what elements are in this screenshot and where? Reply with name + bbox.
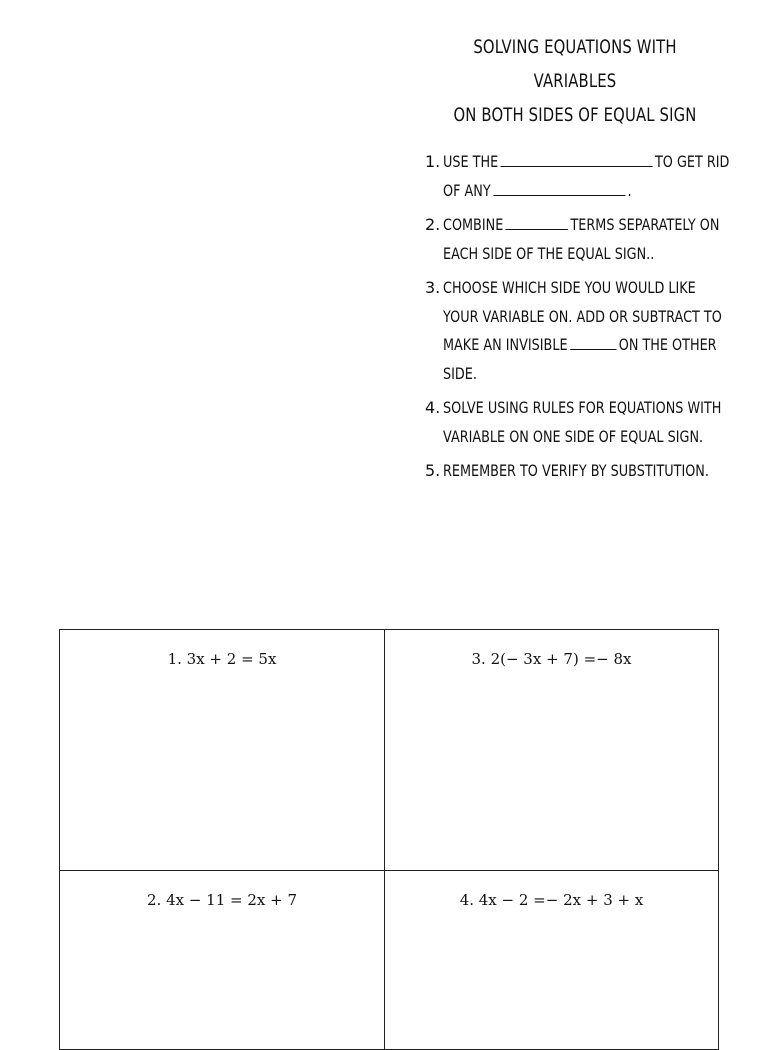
step-text: TO GET RID OF ANY	[443, 152, 730, 200]
page-title	[453, 30, 696, 132]
fill-in-blank[interactable]	[493, 179, 625, 196]
step-5	[419, 457, 731, 486]
step-1	[419, 148, 731, 205]
notes-panel	[419, 30, 731, 492]
title-line-2: ON BOTH SIDES OF EQUAL SIGN	[453, 104, 697, 126]
equation-label: 4. 4x − 2 =− 2x + 3 + x	[459, 891, 644, 909]
equation-label: 1. 3x + 2 = 5x	[167, 650, 277, 668]
equation-label: 3. 2(− 3x + 7) =− 8x	[471, 650, 632, 668]
step-3	[419, 274, 731, 388]
fill-in-blank[interactable]	[570, 333, 616, 350]
steps-list	[419, 148, 731, 486]
problem-grid	[59, 629, 719, 1050]
problem-cell-4[interactable]	[385, 871, 719, 1050]
step-number: 1.	[425, 152, 441, 171]
step-number: 2.	[425, 215, 441, 234]
step-text: .	[627, 180, 632, 200]
problem-cell-3[interactable]	[385, 630, 719, 871]
fill-in-blank[interactable]	[501, 150, 653, 167]
title-line-1: SOLVING EQUATIONS WITH VARIABLES	[473, 36, 677, 92]
step-number: 5.	[425, 461, 441, 480]
step-text: REMEMBER TO VERIFY BY SUBSTITUTION.	[443, 461, 709, 480]
step-number: 4.	[425, 398, 441, 417]
fill-in-blank[interactable]	[506, 213, 568, 230]
step-text: USE THE	[443, 152, 499, 171]
step-text: ON THE OTHER SIDE.	[443, 335, 717, 383]
step-number: 3.	[425, 278, 441, 297]
step-2	[419, 211, 731, 268]
step-text: CHOOSE WHICH SIDE YOU WOULD LIKE YOUR VARIABLE ON. ADD OR SUBTRACT TO MAKE AN INVISIBLE	[443, 278, 722, 354]
problem-cell-2[interactable]	[60, 871, 385, 1050]
problem-cell-1[interactable]	[60, 630, 385, 871]
step-text: COMBINE	[443, 215, 504, 234]
equation-label: 2. 4x − 11 = 2x + 7	[146, 891, 298, 909]
step-text: TERMS SEPARATELY ON EACH SIDE OF THE EQUAL SIGN..	[443, 215, 720, 263]
step-4	[419, 394, 731, 451]
step-text: SOLVE USING RULES FOR EQUATIONS WITH VARIABLE ON ONE SIDE OF EQUAL SIGN.	[443, 398, 722, 446]
